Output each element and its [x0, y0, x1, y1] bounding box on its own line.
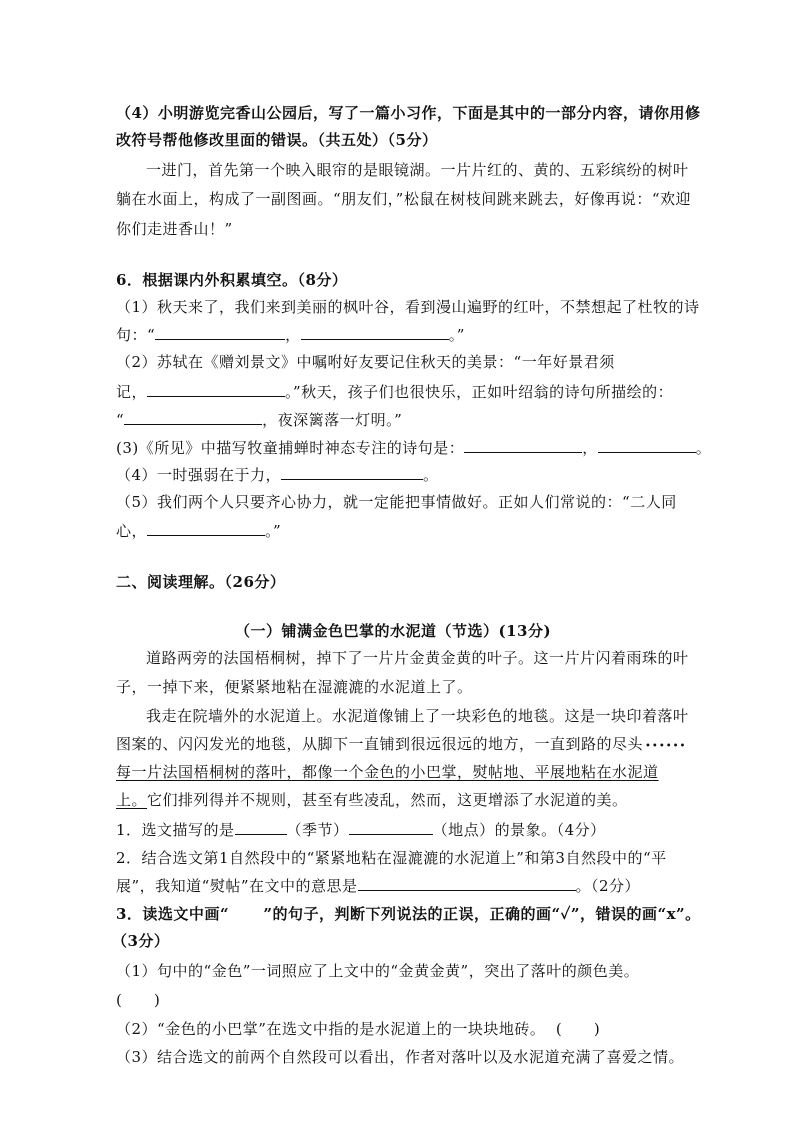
- q4-passage-2: 躺在水面上，构成了一副图画。“朋友们，”松鼠在树枝间跳来跳去，好像再说：“欢迎: [116, 190, 692, 208]
- blank[interactable]: [349, 820, 433, 835]
- statement-1: （1）句中的“金色”一词照应了上文中的“金黄金黄”，突出了落叶的颜色美。: [116, 962, 640, 980]
- statement-1-answer[interactable]: ( ): [116, 991, 161, 1009]
- section2-title: 二、阅读理解。（26分）: [116, 573, 286, 591]
- q6-item4: （4）一时强弱在于力， 。: [116, 466, 439, 484]
- statement-3: （3）结合选文的前两个自然段可以看出，作者对落叶以及水泥道充满了喜爱之情。: [116, 1048, 685, 1066]
- question-3-line1: 3．读选文中画“ ”的句子，判断下列说法的正误，正确的画“✓”，错误的画“x”。: [116, 905, 701, 923]
- passage-p2-line1: 我走在院墙外的水泥道上。水泥道像铺上了一块彩色的地毯。这是一块印着落叶: [146, 707, 689, 725]
- blank[interactable]: [155, 325, 285, 340]
- passage-p2-line2: 图案的、闪闪发光的地毯，从脚下一直铺到很远很远的地方，一直到路的尽头 ••••••: [116, 735, 687, 753]
- q6-item1-line2: 句：“ ， 。”: [116, 326, 465, 344]
- q4-passage-3: 你们走进香山！”: [116, 220, 233, 238]
- question-3-line2: （3分）: [112, 932, 170, 950]
- blank[interactable]: [147, 521, 265, 536]
- blank[interactable]: [301, 325, 449, 340]
- q6-item5-line2: 心， 。”: [116, 522, 282, 540]
- q6-item2-line3: “ ，夜深篱落一灯明。”: [116, 411, 403, 429]
- q4-passage-1: 一进门，首先第一个映入眼帘的是眼镜湖。一片片红的、黄的、五彩缤纷的树叶: [146, 161, 689, 179]
- blank[interactable]: [124, 410, 262, 425]
- question-2-line1: 2．结合选文第1自然段中的“紧紧地粘在湿漉漉的水泥道上”和第3自然段中的“平: [116, 849, 667, 867]
- q6-title: 6．根据课内外积累填空。（8分）: [116, 271, 348, 289]
- statement-2: （2）“金色的小巴掌”在选文中指的是水泥道上的一块块地砖。 ( ): [116, 1020, 601, 1038]
- passage-subtitle: （一）铺满金色巴掌的水泥道（节选）(13分): [235, 622, 552, 640]
- q6-item5-line1: （5）我们两个人只要齐心协力，就一定能把事情做好。正如人们常说的：“二人同: [116, 493, 677, 511]
- blank[interactable]: [281, 465, 423, 480]
- q6-item2-line2: 记， 。”秋天，孩子们也很快乐，正如叶绍翁的诗句所描绘的：: [116, 383, 674, 401]
- blank[interactable]: [147, 382, 285, 397]
- passage-p1-line1: 道路两旁的法国梧桐树，掉下了一片片金黄金黄的叶子。这一片片闪着雨珠的叶: [146, 649, 689, 667]
- passage-p3-line1: 每一片法国梧桐树的落叶，都像一个金色的小巴掌，熨帖地、平展地粘在水泥道: [116, 763, 659, 781]
- question-1: 1．选文描写的是 （季节） （地点）的景象。（4分）: [116, 821, 606, 839]
- q6-item1-line1: （1）秋天来了，我们来到美丽的枫叶谷，看到漫山遍野的红叶，不禁想起了杜牧的诗: [116, 298, 700, 316]
- q4-line-2: 改符号帮他修改里面的错误。（共五处）（5分）: [116, 131, 438, 149]
- q6-item2-line1: （2）苏轼在《赠刘景文》中嘱咐好友要记住秋天的美景：“一年好景君须: [116, 353, 615, 371]
- blank[interactable]: [235, 820, 287, 835]
- blank[interactable]: [358, 876, 576, 891]
- q6-item3: (3)《所见》中描写牧童捕蝉时神态专注的诗句是： ， 。: [116, 439, 712, 457]
- blank[interactable]: [598, 438, 696, 453]
- passage-p3-line2: 上。它们排列得并不规则，甚至有些凌乱，然而，这更增添了水泥道的美。: [116, 791, 628, 809]
- question-2-line2: 展”，我知道“熨帖”在文中的意思是 。（2分）: [116, 877, 641, 895]
- blank[interactable]: [464, 438, 582, 453]
- q4-line-1: （4）小明游览完香山公园后，写了一篇小习作，下面是其中的一部分内容，请你用修: [116, 104, 701, 122]
- passage-p1-line2: 子，一掉下来，便紧紧地粘在湿漉漉的水泥道上了。: [116, 678, 473, 696]
